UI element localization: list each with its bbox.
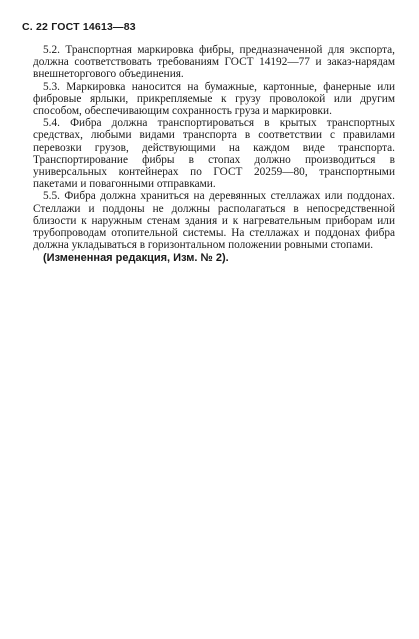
paragraph-5-2: 5.2. Транспортная маркировка фибры, предназначенной для экспорта, должна соответствовать требованиям ГОСТ 14192—77 и заказ-нарядам внешнеторгового объединения. [33,44,395,81]
running-head: С. 22 ГОСТ 14613—83 [22,21,136,33]
document-body [33,44,395,265]
paragraph-5-4: 5.4. Фибра должна транспортироваться в крытых транспортных средствах, любыми видами транспорта в соответствии с правилами перевозки грузов, действующими на каждом виде транспорта. Транспортирование фибры в стопах должно производиться в универсальных контейнерах по ГОСТ 20259—80, транспортными пакетами и повагонными отправками. [33,117,395,191]
amendment-note: (Измененная редакция, Изм. № 2). [43,252,229,265]
paragraph-5-3: 5.3. Маркировка наносится на бумажные, картонные, фанерные или фибровые ярлыки, прикрепляемые к грузу проволокой или другим способом, обеспечивающим сохранность груза и маркировки. [33,80,395,118]
paragraph-5-5: 5.5. Фибра должна храниться на деревянных стеллажах или поддонах. Стеллажи и поддоны не должны располагаться в непосредственной близости к наружным стенам здания и к нагревательным приборам или трубопроводам отопительной системы. На стеллажах и поддонах фибра должна укладываться в горизонтальном положении ровными стопами. [33,190,395,252]
